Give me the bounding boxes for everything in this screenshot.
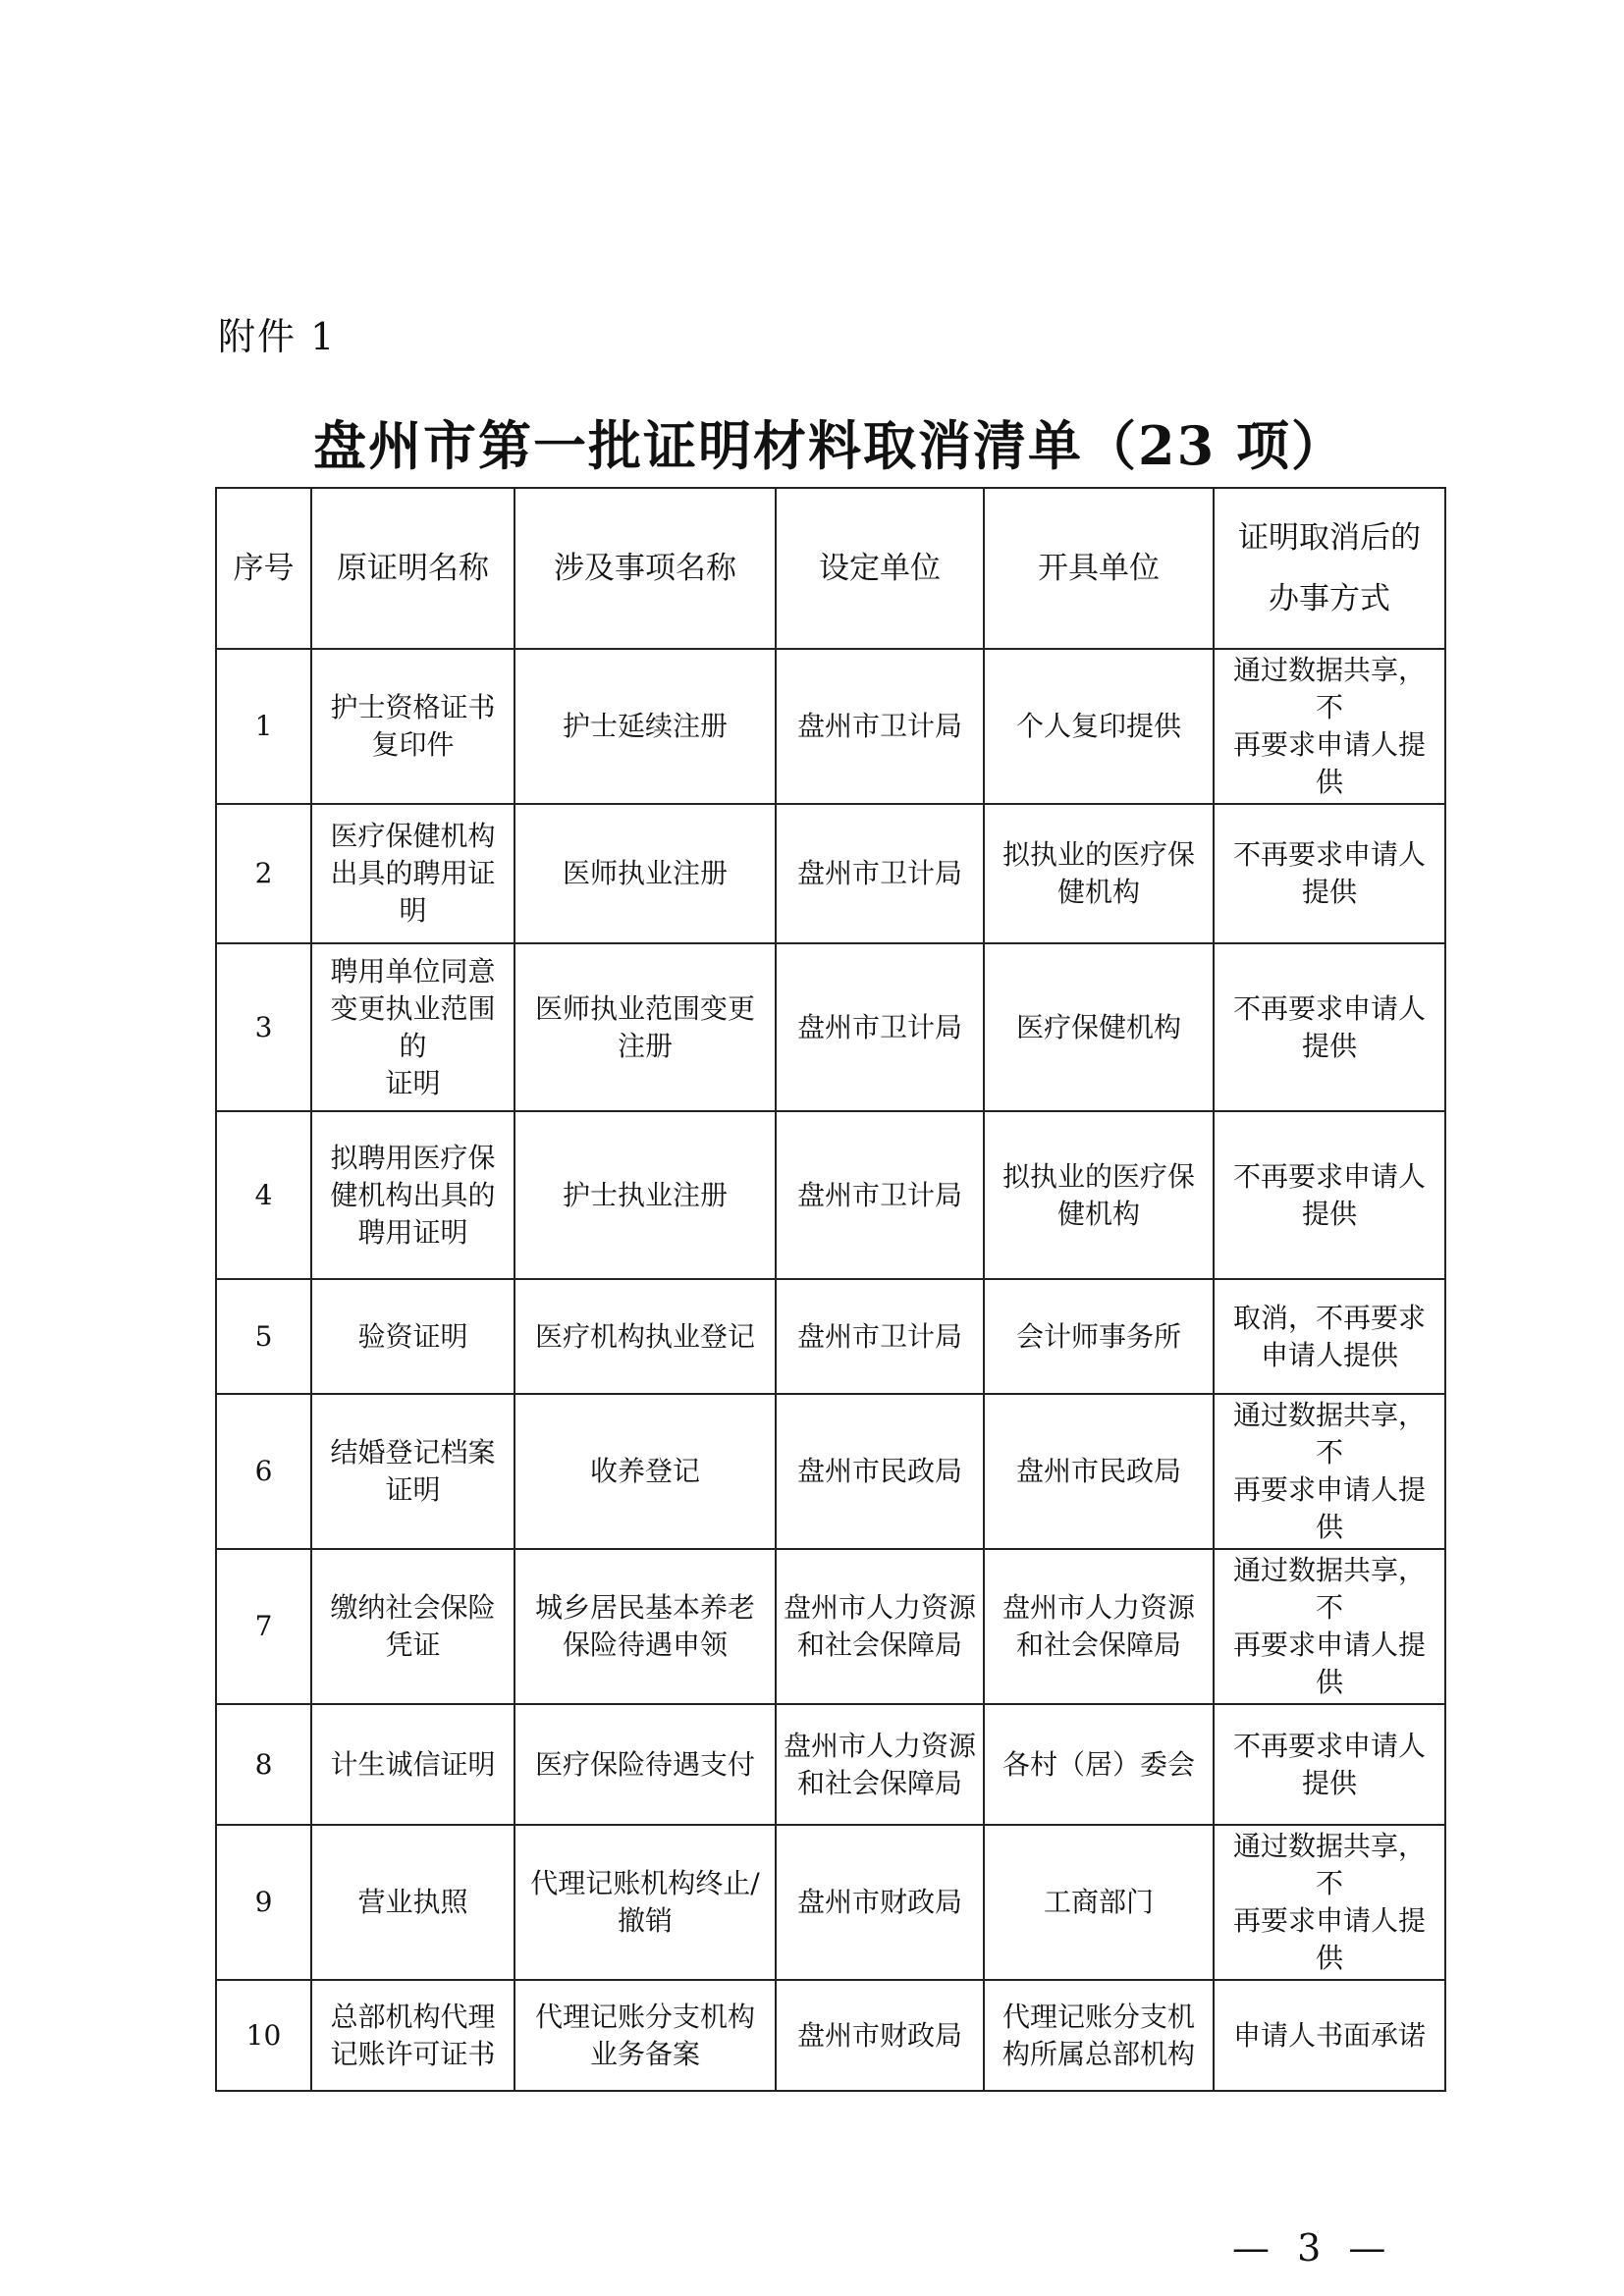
cell-matter: 城乡居民基本养老 保险待遇申领 (514, 1549, 776, 1704)
table-row (216, 1279, 1445, 1394)
cell-setting-unit: 盘州市民政局 (776, 1394, 984, 1549)
cell-setting-unit: 盘州市卫计局 (776, 1279, 984, 1394)
cell-issuing-unit: 个人复印提供 (984, 649, 1214, 804)
cell-matter: 医疗机构执业登记 (514, 1279, 776, 1394)
cell-matter: 护士执业注册 (514, 1111, 776, 1279)
cell-certificate-name: 验资证明 (311, 1279, 514, 1394)
cell-no: 7 (216, 1549, 311, 1704)
cell-setting-unit: 盘州市卫计局 (776, 1111, 984, 1279)
cell-setting-unit: 盘州市财政局 (776, 1825, 984, 1980)
cell-no: 4 (216, 1111, 311, 1279)
cell-matter: 医疗保险待遇支付 (514, 1704, 776, 1825)
table-header-row (216, 488, 1445, 649)
cell-no: 8 (216, 1704, 311, 1825)
cell-no: 1 (216, 649, 311, 804)
column-header-setting-unit: 设定单位 (776, 488, 984, 649)
cell-issuing-unit: 拟执业的医疗保 健机构 (984, 804, 1214, 943)
cell-matter: 护士延续注册 (514, 649, 776, 804)
cell-certificate-name: 结婚登记档案 证明 (311, 1394, 514, 1549)
cell-issuing-unit: 代理记账分支机 构所属总部机构 (984, 1980, 1214, 2091)
cell-no: 2 (216, 804, 311, 943)
cell-matter: 代理记账机构终止/ 撤销 (514, 1825, 776, 1980)
table-row (216, 804, 1445, 943)
cell-setting-unit: 盘州市卫计局 (776, 943, 984, 1111)
cell-matter: 代理记账分支机构 业务备案 (514, 1980, 776, 2091)
cell-issuing-unit: 盘州市民政局 (984, 1394, 1214, 1549)
cell-no: 9 (216, 1825, 311, 1980)
cell-certificate-name: 营业执照 (311, 1825, 514, 1980)
cell-certificate-name: 总部机构代理 记账许可证书 (311, 1980, 514, 2091)
cell-certificate-name: 缴纳社会保险 凭证 (311, 1549, 514, 1704)
cell-handling-method: 不再要求申请人 提供 (1214, 804, 1445, 943)
table-row (216, 1704, 1445, 1825)
cell-handling-method: 不再要求申请人 提供 (1214, 1111, 1445, 1279)
column-header-original-certificate: 原证明名称 (311, 488, 514, 649)
cell-certificate-name: 聘用单位同意 变更执业范围 的 证明 (311, 943, 514, 1111)
column-header-handling-method: 证明取消后的 办事方式 (1214, 488, 1445, 649)
cell-matter: 医师执业注册 (514, 804, 776, 943)
column-header-issuing-unit: 开具单位 (984, 488, 1214, 649)
cell-handling-method: 通过数据共享，不 再要求申请人提 供 (1214, 649, 1445, 804)
cell-no: 5 (216, 1279, 311, 1394)
column-header-no: 序号 (216, 488, 311, 649)
cell-handling-method: 取消，不再要求 申请人提供 (1214, 1279, 1445, 1394)
cell-setting-unit: 盘州市财政局 (776, 1980, 984, 2091)
cell-handling-method: 申请人书面承诺 (1214, 1980, 1445, 2091)
cell-setting-unit: 盘州市卫计局 (776, 649, 984, 804)
cell-setting-unit: 盘州市卫计局 (776, 804, 984, 943)
cell-handling-method: 不再要求申请人 提供 (1214, 943, 1445, 1111)
table-row (216, 1549, 1445, 1704)
cell-issuing-unit: 拟执业的医疗保 健机构 (984, 1111, 1214, 1279)
cell-handling-method: 通过数据共享，不 再要求申请人提 供 (1214, 1394, 1445, 1549)
table-row (216, 649, 1445, 804)
table-row (216, 1111, 1445, 1279)
certificate-cancellation-table (215, 487, 1446, 2092)
cell-issuing-unit: 工商部门 (984, 1825, 1214, 1980)
cell-no: 10 (216, 1980, 311, 2091)
cell-matter: 收养登记 (514, 1394, 776, 1549)
cell-handling-method: 不再要求申请人 提供 (1214, 1704, 1445, 1825)
cell-handling-method: 通过数据共享，不 再要求申请人提 供 (1214, 1549, 1445, 1704)
table-row (216, 943, 1445, 1111)
cell-certificate-name: 护士资格证书 复印件 (311, 649, 514, 804)
cell-no: 6 (216, 1394, 311, 1549)
cell-issuing-unit: 医疗保健机构 (984, 943, 1214, 1111)
cell-handling-method: 通过数据共享，不 再要求申请人提 供 (1214, 1825, 1445, 1980)
page-number: — 3 — (1232, 2226, 1394, 2269)
table-row (216, 1394, 1445, 1549)
cell-issuing-unit: 盘州市人力资源 和社会保障局 (984, 1549, 1214, 1704)
cell-certificate-name: 拟聘用医疗保 健机构出具的 聘用证明 (311, 1111, 514, 1279)
cell-no: 3 (216, 943, 311, 1111)
cell-issuing-unit: 会计师事务所 (984, 1279, 1214, 1394)
cell-setting-unit: 盘州市人力资源 和社会保障局 (776, 1704, 984, 1825)
column-header-matter: 涉及事项名称 (514, 488, 776, 649)
cell-matter: 医师执业范围变更 注册 (514, 943, 776, 1111)
cell-setting-unit: 盘州市人力资源 和社会保障局 (776, 1549, 984, 1704)
table-row (216, 1825, 1445, 1980)
cell-certificate-name: 医疗保健机构 出具的聘用证 明 (311, 804, 514, 943)
table-row (216, 1980, 1445, 2091)
attachment-label: 附件 1 (218, 315, 337, 358)
cell-certificate-name: 计生诚信证明 (311, 1704, 514, 1825)
cell-issuing-unit: 各村（居）委会 (984, 1704, 1214, 1825)
document-title: 盘州市第一批证明材料取消清单（23 项） (313, 414, 1346, 477)
